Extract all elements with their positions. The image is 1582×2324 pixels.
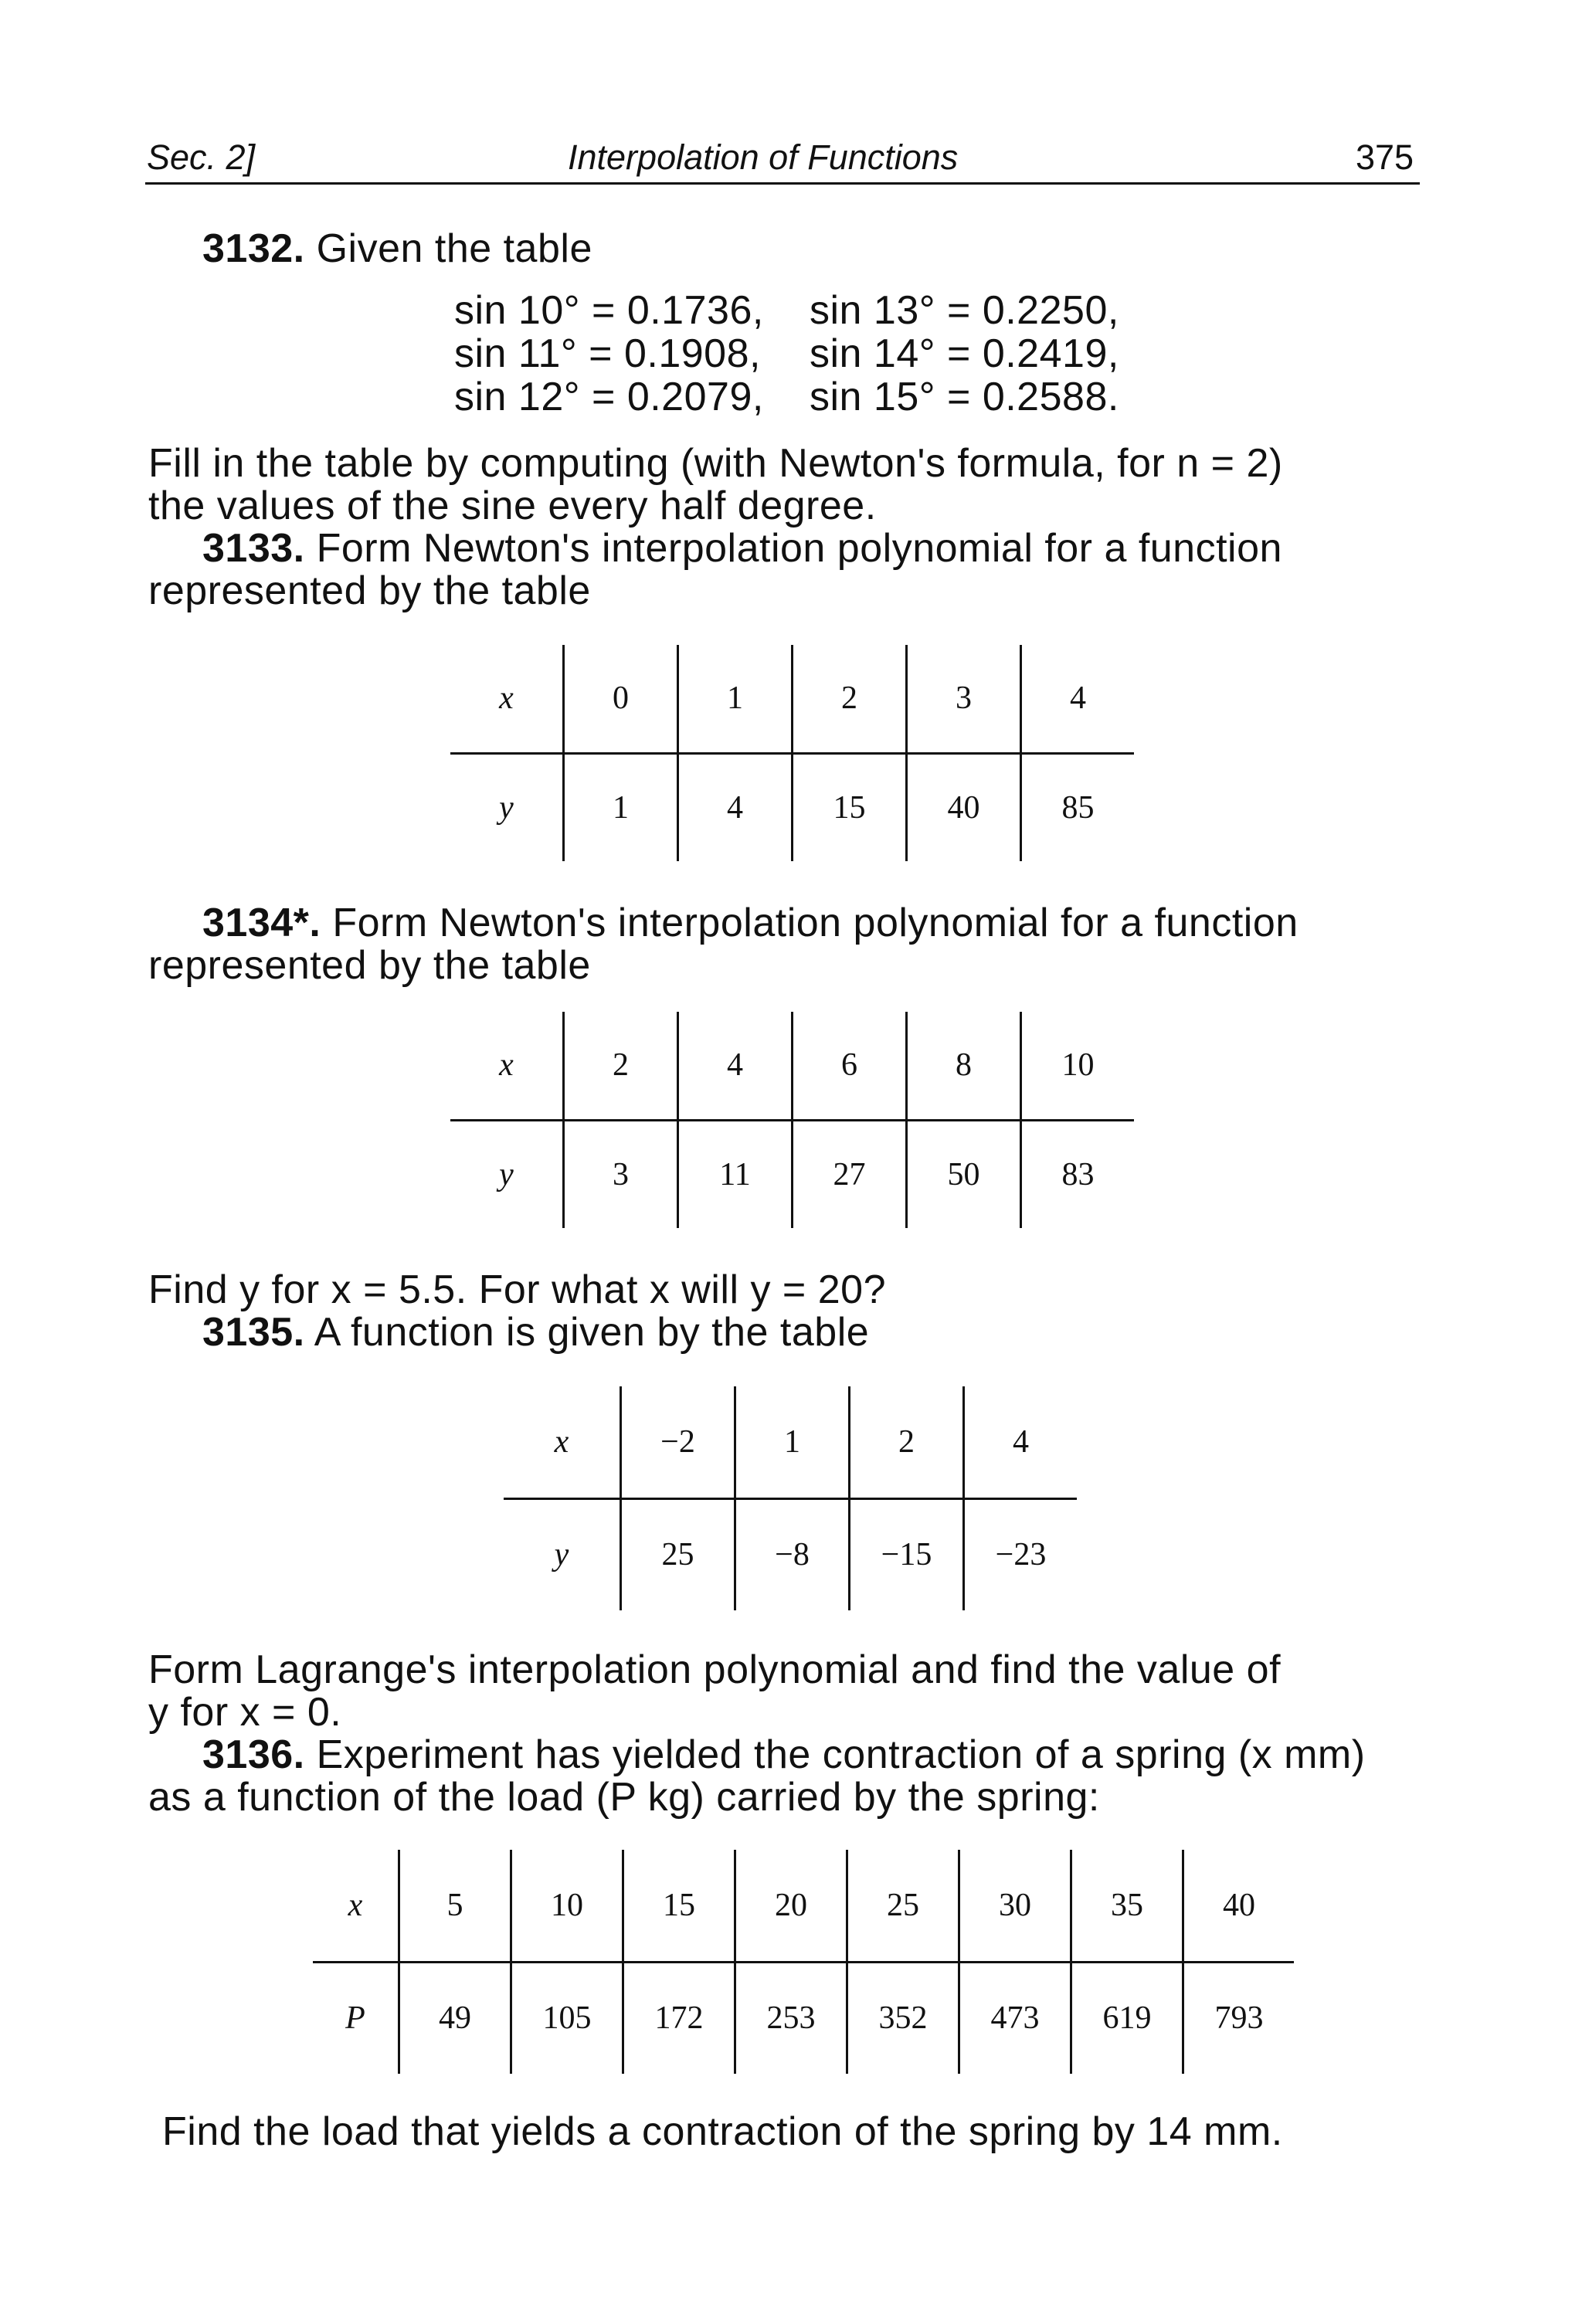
row-label: y [554, 1537, 569, 1573]
table-cell: 793 [1183, 1962, 1295, 2074]
table-cell: 85 [1021, 753, 1135, 861]
table-cell: 4 [964, 1386, 1078, 1498]
section-label: Sec. 2] [147, 137, 256, 177]
table-cell: 10 [511, 1850, 623, 1962]
table-cell: 352 [847, 1962, 959, 2074]
problem-3136-intro: 3136. Experiment has yielded the contraction of a spring (x mm) [202, 1732, 1366, 1777]
table-cell: 2 [793, 645, 907, 753]
table-cell: 3 [564, 1120, 678, 1228]
header-rule [145, 182, 1420, 185]
table-cell: 27 [793, 1120, 907, 1228]
problem-3132-intro: 3132. Given the table [202, 226, 592, 271]
running-title: Interpolation of Functions [568, 137, 959, 177]
table-cell: 35 [1071, 1850, 1183, 1962]
paragraph-line: Form Lagrange's interpolation polynomial and find the value of [148, 1647, 1282, 1692]
table-cell: 619 [1071, 1962, 1183, 2074]
sine-value: sin 15° = 0.2588. [810, 375, 1119, 419]
row-label: x [504, 1386, 621, 1498]
table-cell: 0 [564, 645, 678, 753]
table-cell: −15 [850, 1498, 964, 1610]
table-cell: 15 [793, 753, 907, 861]
paragraph-line: represented by the table [148, 943, 591, 988]
problem-number: 3132. [202, 226, 305, 271]
row-label: y [499, 1156, 514, 1193]
table-cell: 11 [678, 1120, 793, 1228]
data-table-3134 [450, 1012, 1134, 1228]
table-cell: 40 [907, 753, 1021, 861]
data-table-3136 [313, 1850, 1294, 2074]
table-cell: 40 [1183, 1850, 1295, 1962]
paragraph-line: the values of the sine every half degree. [148, 483, 877, 528]
table-cell: −8 [735, 1498, 850, 1610]
table-cell: 3 [907, 645, 1021, 753]
sine-value: sin 12° = 0.2079, [454, 375, 764, 419]
problem-number: 3134*. [202, 901, 321, 945]
table-cell: −23 [964, 1498, 1078, 1610]
table-cell: 4 [1021, 645, 1135, 753]
paragraph-line: as a function of the load (P kg) carried by the spring: [148, 1775, 1100, 1820]
sine-value: sin 13° = 0.2250, [810, 288, 1119, 333]
problem-number: 3136. [202, 1732, 305, 1777]
table-cell: 30 [959, 1850, 1071, 1962]
data-table-3135 [504, 1386, 1077, 1610]
data-table-3133 [450, 645, 1134, 861]
paragraph-line: Find the load that yields a contraction of the spring by 14 mm. [162, 2109, 1283, 2154]
row-label: x [450, 645, 564, 753]
paragraph-line: Find y for x = 5.5. For what x will y = 20? [148, 1267, 886, 1312]
table-cell: 25 [621, 1498, 735, 1610]
table-cell: −2 [621, 1386, 735, 1498]
sine-value: sin 14° = 0.2419, [810, 331, 1119, 376]
problem-number: 3135. [202, 1310, 305, 1355]
paragraph-line: y for x = 0. [148, 1690, 342, 1735]
table-cell: 4 [678, 753, 793, 861]
table-cell: 2 [564, 1012, 678, 1120]
table-cell: 6 [793, 1012, 907, 1120]
table-cell: 5 [399, 1850, 511, 1962]
row-label: y [499, 789, 514, 826]
problem-3135-intro: 3135. A function is given by the table [202, 1310, 870, 1355]
table-cell: 473 [959, 1962, 1071, 2074]
sine-value: sin 11° = 0.1908, [454, 331, 761, 376]
table-cell: 4 [678, 1012, 793, 1120]
table-cell: 8 [907, 1012, 1021, 1120]
problem-3134-intro: 3134*. Form Newton's interpolation polynomial for a function [202, 901, 1299, 945]
table-cell: 50 [907, 1120, 1021, 1228]
page-number: 375 [1356, 137, 1414, 177]
table-cell: 1 [564, 753, 678, 861]
paragraph-line: represented by the table [148, 568, 591, 613]
table-cell: 1 [735, 1386, 850, 1498]
table-cell: 83 [1021, 1120, 1135, 1228]
table-cell: 1 [678, 645, 793, 753]
paragraph-line: Fill in the table by computing (with Newton's formula, for n = 2) [148, 441, 1283, 486]
row-label: P [345, 2000, 365, 2037]
table-cell: 2 [850, 1386, 964, 1498]
row-label: x [450, 1012, 564, 1120]
table-cell: 105 [511, 1962, 623, 2074]
sine-value: sin 10° = 0.1736, [454, 288, 764, 333]
problem-number: 3133. [202, 526, 305, 571]
table-cell: 172 [623, 1962, 735, 2074]
table-cell: 25 [847, 1850, 959, 1962]
table-cell: 10 [1021, 1012, 1135, 1120]
table-cell: 253 [735, 1962, 847, 2074]
table-cell: 20 [735, 1850, 847, 1962]
table-cell: 49 [399, 1962, 511, 2074]
problem-3133-intro: 3133. Form Newton's interpolation polynomial for a function [202, 526, 1282, 571]
row-label: x [313, 1850, 399, 1962]
table-cell: 15 [623, 1850, 735, 1962]
